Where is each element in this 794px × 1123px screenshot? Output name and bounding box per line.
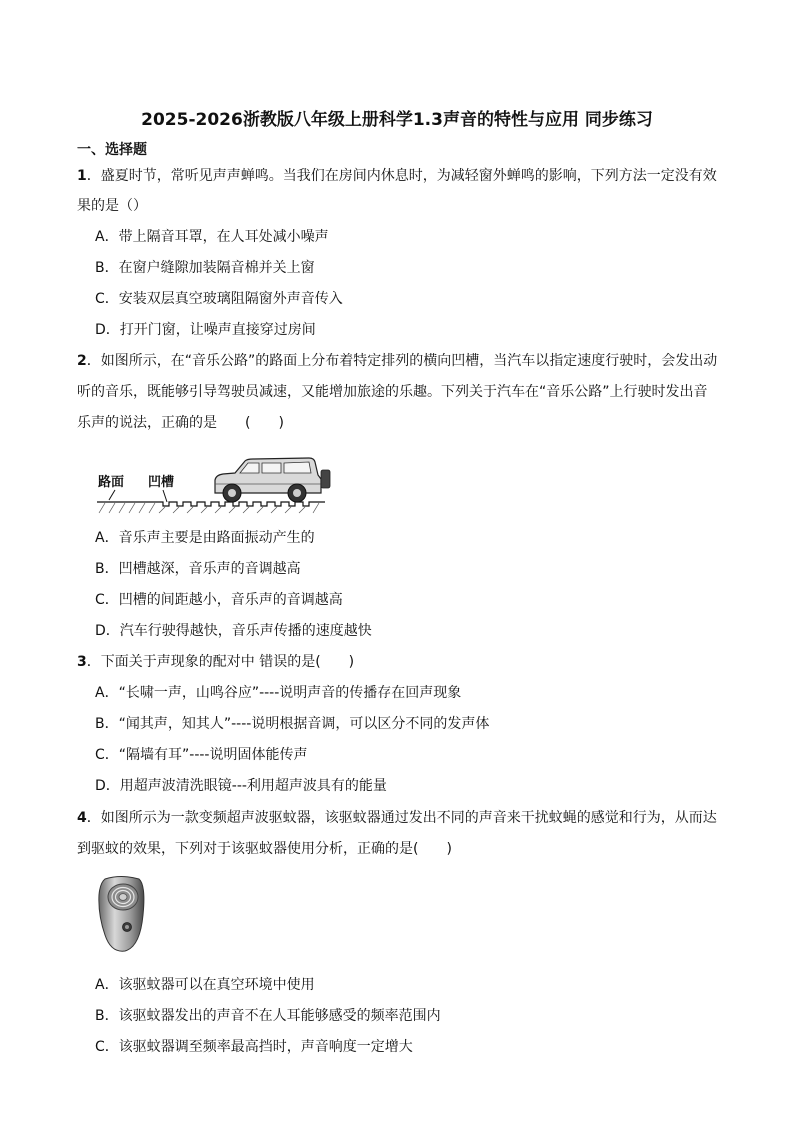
question-1-line-2: 果的是（） (77, 198, 147, 214)
groove-label: 凹槽 (148, 475, 175, 490)
question-2-line-2: 听的音乐，既能够引导驾驶员减速，又能增加旅途的乐趣。下列关于汽车在“音乐公路”上行驶时发出音 (77, 384, 708, 400)
question-4-line-2: 到驱蚊的效果，下列对于该驱蚊器使用分析，正确的是( ) (77, 841, 452, 857)
question-2-option-b: B．凹槽越深，音乐声的音调越高 (95, 561, 301, 577)
question-1-text-1: ．盛夏时节，常听见声声蝉鸣。当我们在房间内休息时，为减轻窗外蝉鸣的影响，下列方法一定没有效 (86, 168, 717, 184)
question-1-number: 1 (77, 168, 87, 184)
question-2-text-1: ．如图所示，在“音乐公路”的路面上分布着特定排列的横向凹槽，当汽车以指定速度行驶时，会发出动 (86, 353, 718, 369)
question-2-option-c: C．凹槽的间距越小，音乐声的音调越高 (95, 592, 343, 608)
question-3-option-c: C．“隔墙有耳”----说明固体能传声 (95, 747, 308, 763)
question-4-number: 4 (77, 810, 87, 826)
question-1-option-b: B．在窗户缝隙加装隔音棉并关上窗 (95, 260, 315, 276)
question-2-line-1 (77, 351, 717, 371)
question-3-number: 3 (77, 654, 87, 670)
question-3-line-1 (77, 652, 354, 672)
question-2-option-a: A．音乐声主要是由路面振动产生的 (95, 530, 315, 546)
question-4-text-1: ．如图所示为一款变频超声波驱蚊器，该驱蚊器通过发出不同的声音来干扰蚊蝇的感觉和行为，从而达 (86, 810, 717, 826)
car-illustration (215, 458, 330, 502)
music-road-figure (95, 453, 340, 515)
road-hatching (99, 503, 319, 513)
road-surface (97, 502, 325, 506)
question-4-option-c: C．该驱蚊器调至频率最高挡时，声音响度一定增大 (95, 1039, 413, 1055)
question-1-option-d: D．打开门窗，让噪声直接穿过房间 (95, 322, 316, 338)
question-3-option-b: B．“闻其声，知其人”----说明根据音调，可以区分不同的发声体 (95, 716, 490, 732)
mosquito-repeller-figure (95, 875, 147, 953)
question-3-option-d: D．用超声波清洗眼镜---利用超声波具有的能量 (95, 778, 387, 794)
question-3-text-1: ．下面关于声现象的配对中 错误的是( ) (86, 654, 355, 670)
question-4-option-a: A．该驱蚊器可以在真空环境中使用 (95, 977, 315, 993)
question-2-option-d: D．汽车行驶得越快，音乐声传播的速度越快 (95, 623, 372, 639)
road-label: 路面 (98, 475, 125, 490)
page-title: 2025-2026浙教版八年级上册科学1.3声音的特性与应用 同步练习 (141, 110, 653, 130)
question-3-option-a: A．“长啸一声，山鸣谷应”----说明声音的传播存在回声现象 (95, 685, 462, 701)
question-1-option-a: A．带上隔音耳罩，在人耳处减小噪声 (95, 229, 329, 245)
question-1-line-1 (77, 166, 717, 186)
road-pointer (109, 490, 115, 500)
section-heading: 一、选择题 (77, 142, 147, 158)
groove-pointer (163, 490, 167, 502)
question-1-option-c: C．安装双层真空玻璃阻隔窗外声音传入 (95, 291, 343, 307)
question-4-option-b: B．该驱蚊器发出的声音不在人耳能够感受的频率范围内 (95, 1008, 441, 1024)
question-4-line-1 (77, 808, 717, 828)
question-2-number: 2 (77, 353, 87, 369)
question-2-line-3: 乐声的说法，正确的是 ( ) (77, 415, 284, 431)
